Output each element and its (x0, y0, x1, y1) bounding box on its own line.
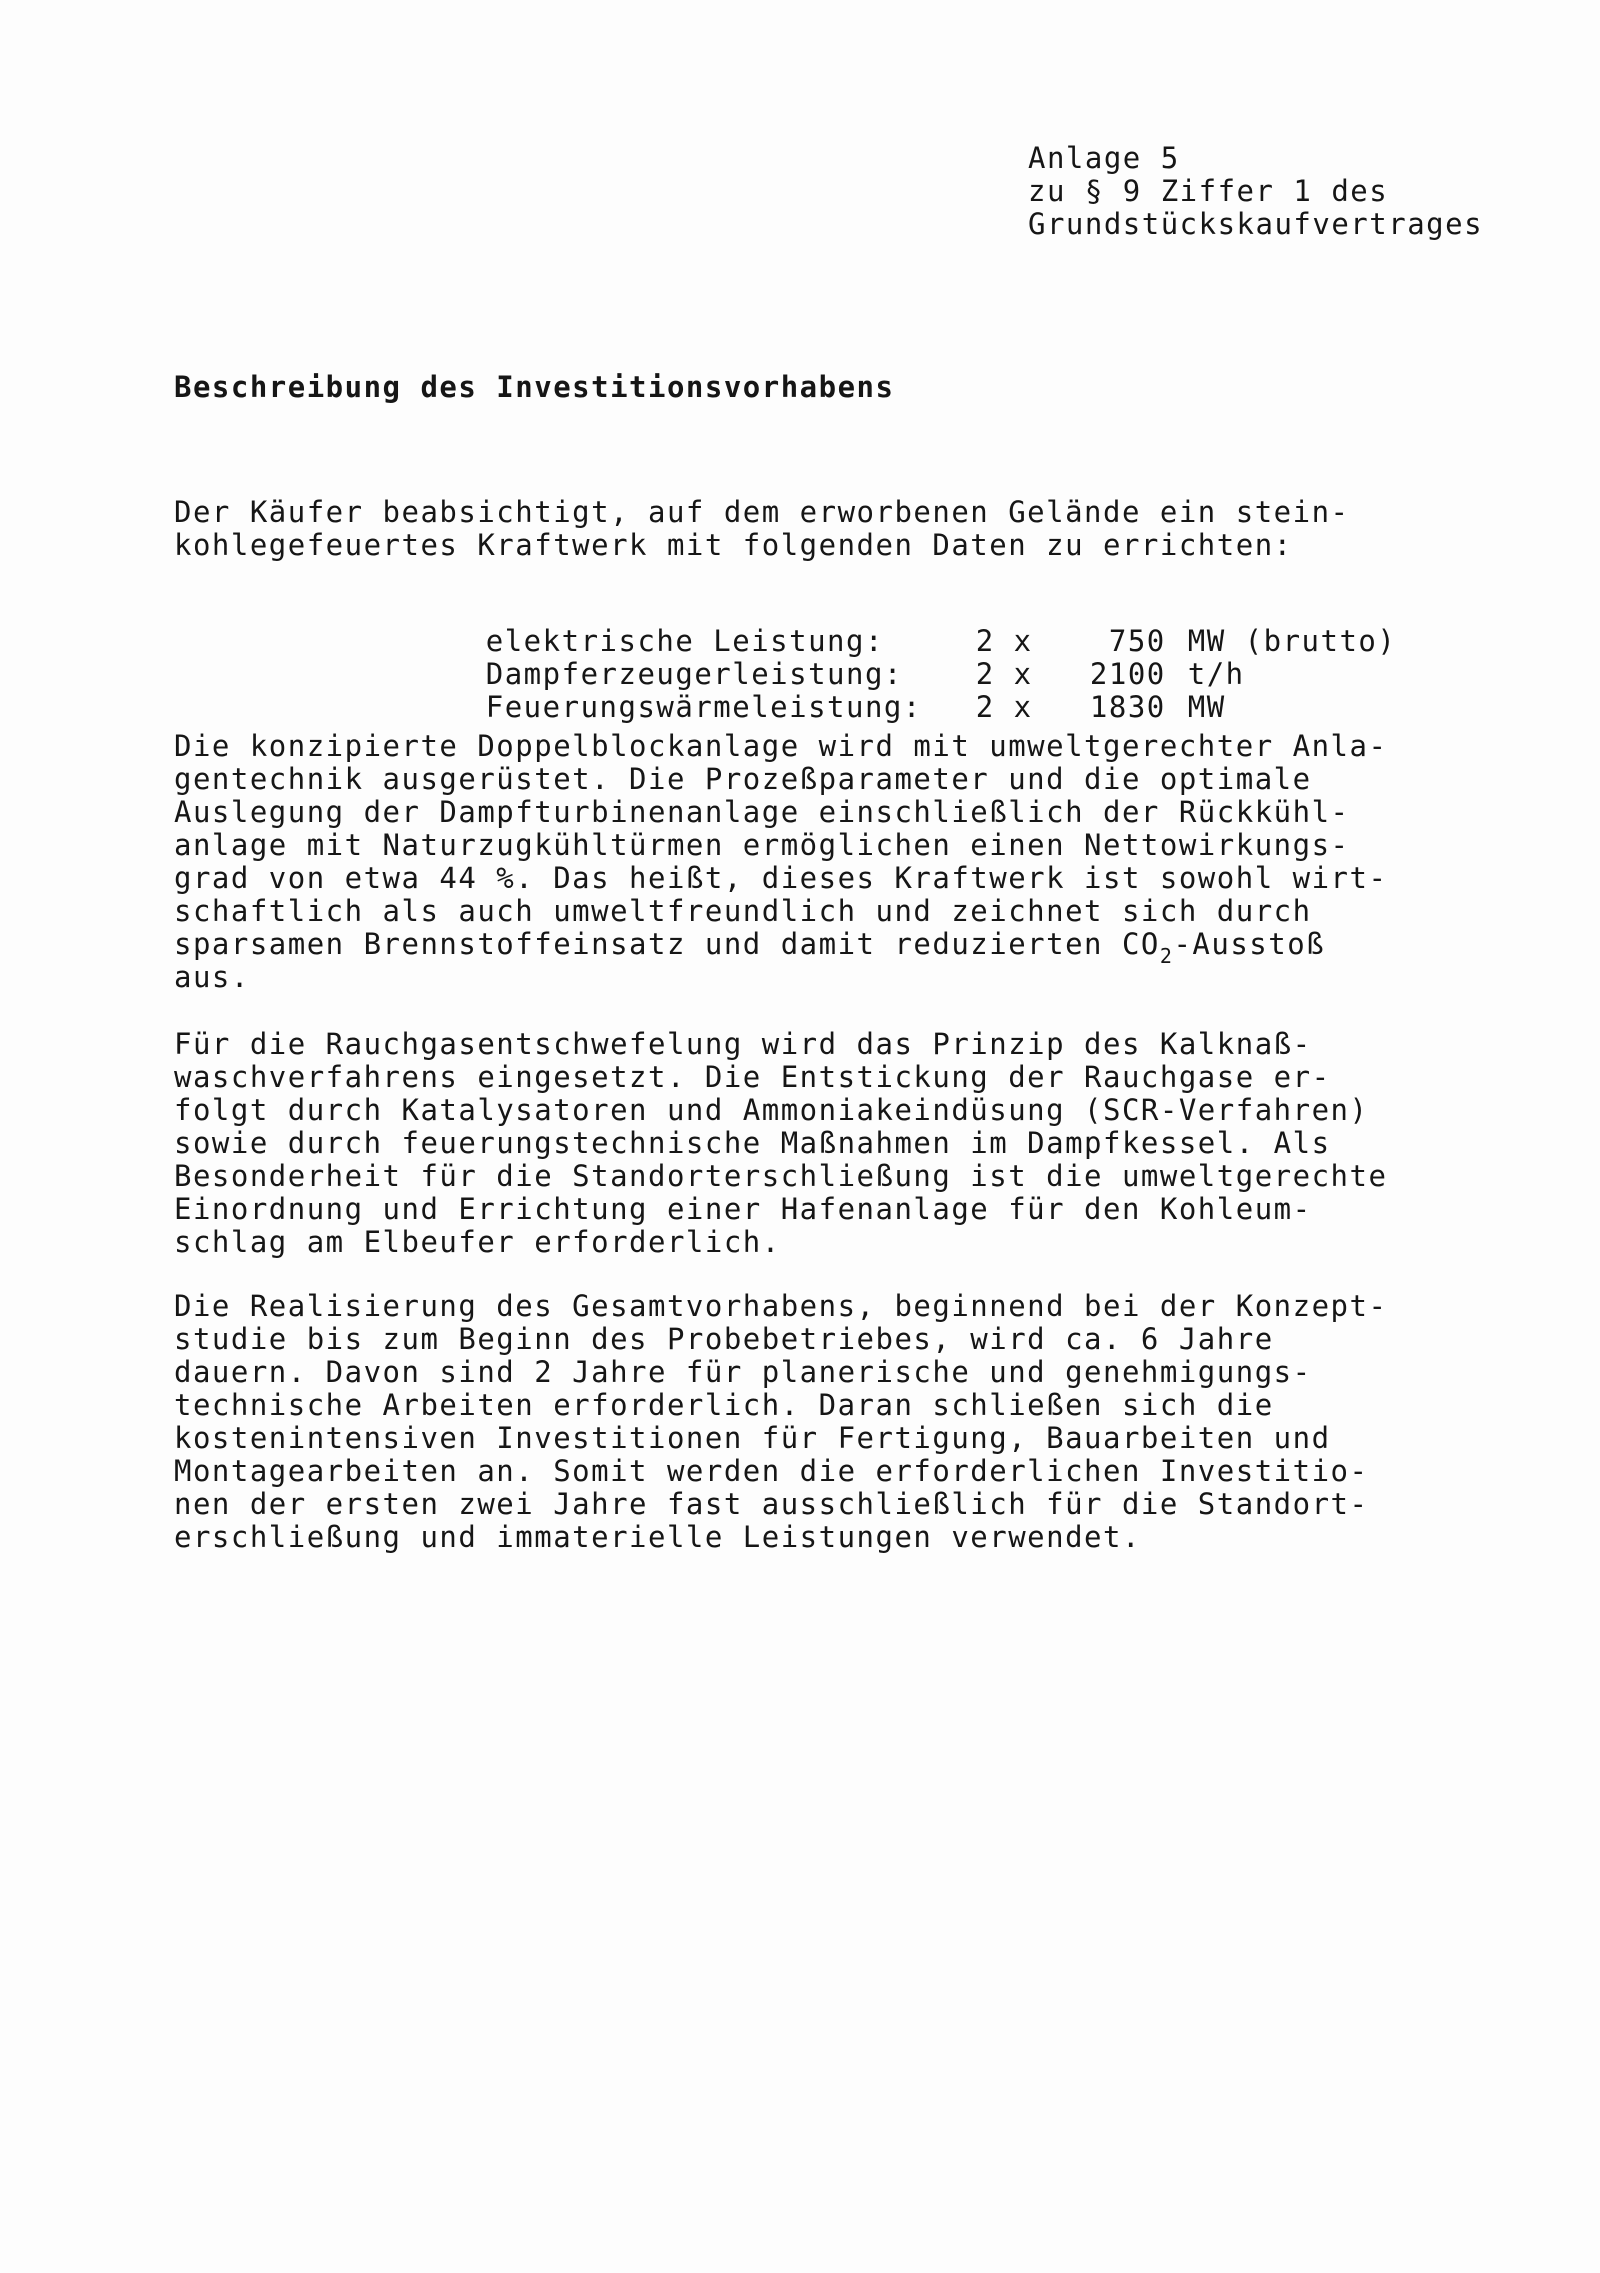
text-line: Einordnung und Errichtung einer Hafenanlage für den Kohleum- (174, 1192, 1312, 1226)
text-line: Der Käufer beabsichtigt, auf dem erworbenen Gelände ein stein- (174, 495, 1350, 529)
spec-value: 2100 (1089, 657, 1166, 691)
co2-line-text: sparsamen Brennstoffeinsatz und damit reduzierten CO (174, 927, 1160, 961)
intro-paragraph (174, 496, 1474, 562)
spec-value: 750 (1108, 624, 1166, 658)
text-line: erschließung und immaterielle Leistungen verwendet. (174, 1520, 1141, 1554)
spec-count: 2 x (975, 624, 1033, 658)
text-line: Für die Rauchgasentschwefelung wird das Prinzip des Kalknaß- (174, 1027, 1312, 1061)
spec-unit: t/h (1187, 657, 1245, 691)
spec-unit: MW (brutto) (1187, 624, 1397, 658)
text-line: technische Arbeiten erforderlich. Daran schließen sich die (174, 1388, 1274, 1422)
spec-count: 2 x (975, 657, 1033, 691)
annex-reference (1028, 142, 1483, 241)
spec-label: elektrische Leistung: (485, 624, 884, 658)
co2-line-suffix: -Ausstoß (1173, 927, 1326, 961)
annex-line: Anlage 5 (1028, 141, 1180, 175)
text-line: Besonderheit für die Standorterschließung ist die umweltgerechte (174, 1159, 1388, 1193)
annex-line: Grundstückskaufvertrages (1028, 207, 1484, 241)
text-line: schlag am Elbeufer erforderlich. (174, 1225, 781, 1259)
text-line: folgt durch Katalysatoren und Ammoniakeindüsung (SCR-Verfahren) (174, 1093, 1369, 1127)
spec-count: 2 x (975, 690, 1033, 724)
text-line: dauern. Davon sind 2 Jahre für planerische und genehmigungs- (174, 1355, 1312, 1389)
text-line: schaftlich als auch umweltfreundlich und zeichnet sich durch (174, 894, 1312, 928)
text-line: sowie durch feuerungstechnische Maßnahmen im Dampfkessel. Als (174, 1126, 1331, 1160)
plant-specifications (372, 592, 1397, 724)
text-line: nen der ersten zwei Jahre fast ausschließlich für die Standort- (174, 1487, 1369, 1521)
text-line: Auslegung der Dampfturbinenanlage einschließlich der Rückkühl- (174, 795, 1350, 829)
text-line: kostenintensiven Investitionen für Fertigung, Bauarbeiten und (174, 1421, 1331, 1455)
spec-row (372, 592, 1397, 658)
spec-value: 1830 (1089, 690, 1166, 724)
emissions-paragraph (174, 1028, 1474, 1259)
text-line: gentechnik ausgerüstet. Die Prozeßparameter und die optimale (174, 762, 1312, 796)
timeline-paragraph (174, 1290, 1474, 1554)
text-line: Die Realisierung des Gesamtvorhabens, beginnend bei der Konzept- (174, 1289, 1388, 1323)
text-line: anlage mit Naturzugkühltürmen ermöglichen einen Nettowirkungs- (174, 828, 1350, 862)
co2-subscript: 2 (1159, 944, 1174, 968)
text-line: Die konzipierte Doppelblockanlage wird mit umweltgerechter Anla- (174, 729, 1388, 763)
text-line: kohlegefeuertes Kraftwerk mit folgenden Daten zu errichten: (174, 528, 1293, 562)
document-title: Beschreibung des Investitionsvorhabens (174, 370, 895, 404)
spec-label: Feuerungswärmeleistung: (485, 690, 922, 724)
annex-line: zu § 9 Ziffer 1 des (1028, 174, 1389, 208)
spec-label: Dampferzeugerleistung: (485, 657, 903, 691)
technology-paragraph (174, 730, 1474, 994)
spec-unit: MW (1187, 690, 1226, 724)
text-line: studie bis zum Beginn des Probebetriebes, wird ca. 6 Jahre (174, 1322, 1274, 1356)
text-line: Montagearbeiten an. Somit werden die erforderlichen Investitio- (174, 1454, 1369, 1488)
text-line (174, 927, 1474, 968)
text-line: aus. (174, 960, 250, 994)
text-line: waschverfahrens eingesetzt. Die Entstickung der Rauchgase er- (174, 1060, 1331, 1094)
text-line: grad von etwa 44 %. Das heißt, dieses Kraftwerk ist sowohl wirt- (174, 861, 1388, 895)
